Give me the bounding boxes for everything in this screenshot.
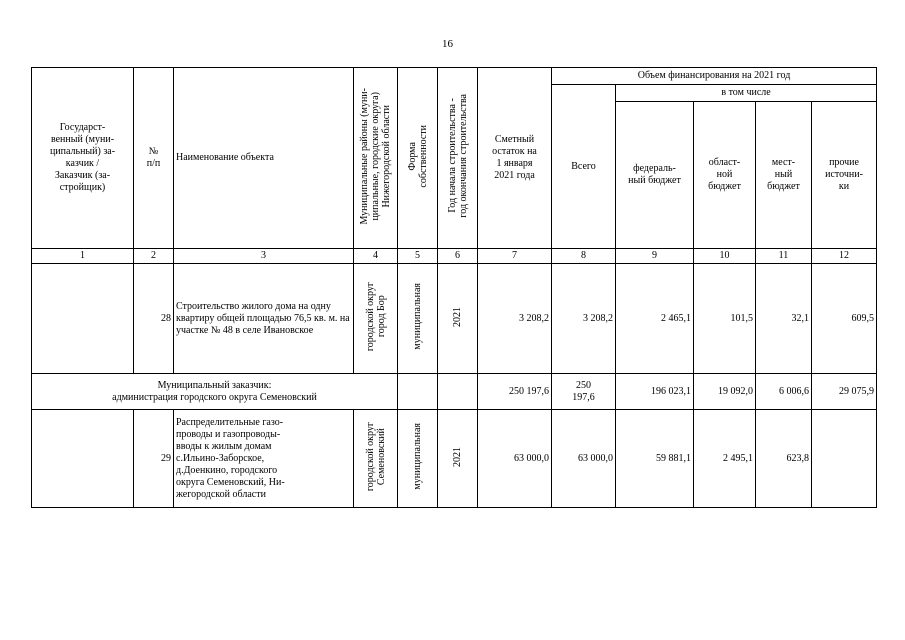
regional-value: 101,5 xyxy=(694,264,756,374)
total-value: 63 000,0 xyxy=(552,410,616,508)
other-value: 609,5 xyxy=(812,264,877,374)
col-number: 4 xyxy=(354,249,398,264)
header-district-cell xyxy=(354,68,398,249)
table-row-29 xyxy=(32,410,877,508)
header-district: Муниципальные районы (муни- ципальные, городские округа) Нижегородской области xyxy=(359,87,392,225)
district: городской округ город Бор xyxy=(364,281,387,352)
year: 2021 xyxy=(452,306,463,327)
local-value: 32,1 xyxy=(756,264,812,374)
header-regional: област- ной бюджет xyxy=(694,102,756,249)
header-including: в том числе xyxy=(616,85,877,102)
district: городской округ Семеновский xyxy=(364,421,387,492)
total-value: 3 208,2 xyxy=(552,264,616,374)
customer-cell xyxy=(32,264,134,374)
local-value: 6 006,6 xyxy=(756,374,812,410)
header-ownership-cell xyxy=(398,68,438,249)
regional-value: 2 495,1 xyxy=(694,410,756,508)
header-federal: федераль- ный бюджет xyxy=(616,102,694,249)
ownership-cell xyxy=(398,410,438,508)
col-number: 2 xyxy=(134,249,174,264)
page-number: 16 xyxy=(442,38,453,50)
header-local: мест- ный бюджет xyxy=(756,102,812,249)
balance-value: 63 000,0 xyxy=(478,410,552,508)
col-number: 11 xyxy=(756,249,812,264)
ownership: муниципальная xyxy=(412,423,423,490)
header-row-1 xyxy=(32,68,877,85)
empty-cell xyxy=(398,374,438,410)
local-value: 623,8 xyxy=(756,410,812,508)
row-number: 29 xyxy=(134,410,174,508)
federal-value: 2 465,1 xyxy=(616,264,694,374)
header-ownership: Форма собственности xyxy=(406,124,429,188)
balance-value: 3 208,2 xyxy=(478,264,552,374)
year: 2021 xyxy=(452,446,463,467)
regional-value: 19 092,0 xyxy=(694,374,756,410)
header-other: прочие источни- ки xyxy=(812,102,877,249)
col-number: 1 xyxy=(32,249,134,264)
district-cell xyxy=(354,410,398,508)
col-number: 12 xyxy=(812,249,877,264)
header-years: Год начала строительства - год окончания строительства xyxy=(446,94,469,218)
row-number: 28 xyxy=(134,264,174,374)
col-number: 7 xyxy=(478,249,552,264)
year-cell xyxy=(438,410,478,508)
other-value: 29 075,9 xyxy=(812,374,877,410)
column-number-row xyxy=(32,249,877,264)
header-years-cell xyxy=(438,68,478,249)
col-number: 6 xyxy=(438,249,478,264)
district-cell xyxy=(354,264,398,374)
balance-value: 250 197,6 xyxy=(478,374,552,410)
header-number: № п/п xyxy=(134,68,174,249)
object-name: Распределительные газо- проводы и газопроводы- вводы к жилым домам с.Ильино-Заборское, д.Доенкино, городского округа Семеновский, Ни- жегородской области xyxy=(174,410,354,508)
customer-label: Муниципальный заказчик: администрация городского округа Семеновский xyxy=(32,374,398,410)
federal-value: 196 023,1 xyxy=(616,374,694,410)
header-object-name: Наименование объекта xyxy=(174,68,354,249)
ownership-cell xyxy=(398,264,438,374)
header-total: Всего xyxy=(552,85,616,249)
col-number: 9 xyxy=(616,249,694,264)
total-value: 250 197,6 xyxy=(552,374,616,410)
col-number: 10 xyxy=(694,249,756,264)
subtotal-row xyxy=(32,374,877,410)
customer-cell xyxy=(32,410,134,508)
other-value xyxy=(812,410,877,508)
col-number: 3 xyxy=(174,249,354,264)
header-balance: Сметный остаток на 1 января 2021 года xyxy=(478,68,552,249)
ownership: муниципальная xyxy=(412,283,423,350)
investment-table xyxy=(31,67,877,508)
federal-value: 59 881,1 xyxy=(616,410,694,508)
col-number: 5 xyxy=(398,249,438,264)
header-customer: Государст- венный (муни- ципальный) за- казчик / Заказчик (за- стройщик) xyxy=(32,68,134,249)
empty-cell xyxy=(438,374,478,410)
table-row-28 xyxy=(32,264,877,374)
object-name: Строительство жилого дома на одну квартиру общей площадью 76,5 кв. м. на участке № 48 в селе Ивановское xyxy=(174,264,354,374)
year-cell xyxy=(438,264,478,374)
header-funding: Объем финансирования на 2021 год xyxy=(552,68,877,85)
col-number: 8 xyxy=(552,249,616,264)
